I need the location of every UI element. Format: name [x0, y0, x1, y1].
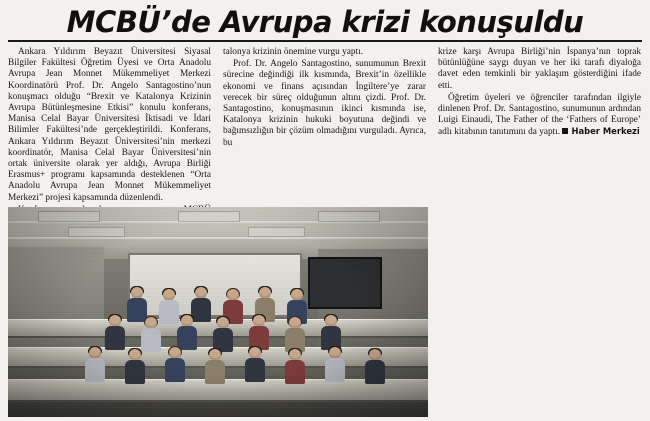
- paragraph-text: Öğretim üyeleri ve öğrenciler tarafından ilgiyle dinlenen Prof. Dr. Santagostino, sunumunun ardından Luigi Einaudi, The Father of the ‘Fathers of Europe’ adlı kitabının tanıtımını da yaptı.: [438, 92, 641, 138]
- column-2: [223, 47, 426, 150]
- square-bullet-icon: [562, 128, 568, 134]
- page-title: MCBÜ’de Avrupa krizi konuşuldu: [66, 5, 584, 39]
- paragraph: talonya krizinin önemine vurgu yaptı.: [223, 47, 364, 57]
- paragraph: krize karşı Avrupa Birliği’nin İspanya’nın toprak bütünlüğüne saygı duyan ve her iki tarafı diyaloğa davet eden temkinli bir yaklaşım gösterdiğini ifade etti.: [438, 47, 641, 91]
- column-3: [438, 47, 641, 140]
- paragraph: Prof. Dr. Angelo Santagostino, sunumunun Brexit sürecine değindiği ilk kısmında, Brexit’in özellikle ekonomi ve finans açısından İngiltere’ye zarar verecek bir süreç olduğunun altını çizdi. Prof. Dr. Santagostino, konuşmasının ikinci kısmında ise, Katalonya krizinin hukuki boyutuna değindi ve bağımsızlığın bir çözüm olmadığını vurguladı. Ayrıca, bu: [223, 59, 426, 148]
- byline: Haber Merkezi: [571, 126, 640, 137]
- paragraph: [438, 93, 641, 139]
- title-divider: [8, 40, 642, 42]
- conference-hall-photo: [8, 207, 428, 417]
- paragraph: Ankara Yıldırım Beyazıt Üniversitesi Siyasal Bilgiler Fakültesi Öğretim Üyesi ve Orta Anadolu Avrupa Jean Monnet Mükemmeliyet Merkezi Koordinatörü Prof. Dr. Angelo Santagostino’nun konuşmacı olduğu “Brexit ve Katalonya Krizinin Avrupa Bütünleşmesine Etkisi” konulu konferans, Manisa Celal Bayar Üniversitesi İktisadi ve İdari Bilimler Fakültesi’nde gerçekleştirildi. Konferans, Ankara Yıldırım Beyazıt Üniversitesi’nin merkezi koordinatör, Manisa Celal Bayar Üniversitesi’nin ortak üniversite olarak yer aldığı, Avrupa Birliği Erasmus+ programı kapsamında desteklenen “Orta Anadolu Avrupa Jean Monnet Mükemmeliyet Merkezi” projesi kapsamında düzenlendi.: [8, 47, 211, 203]
